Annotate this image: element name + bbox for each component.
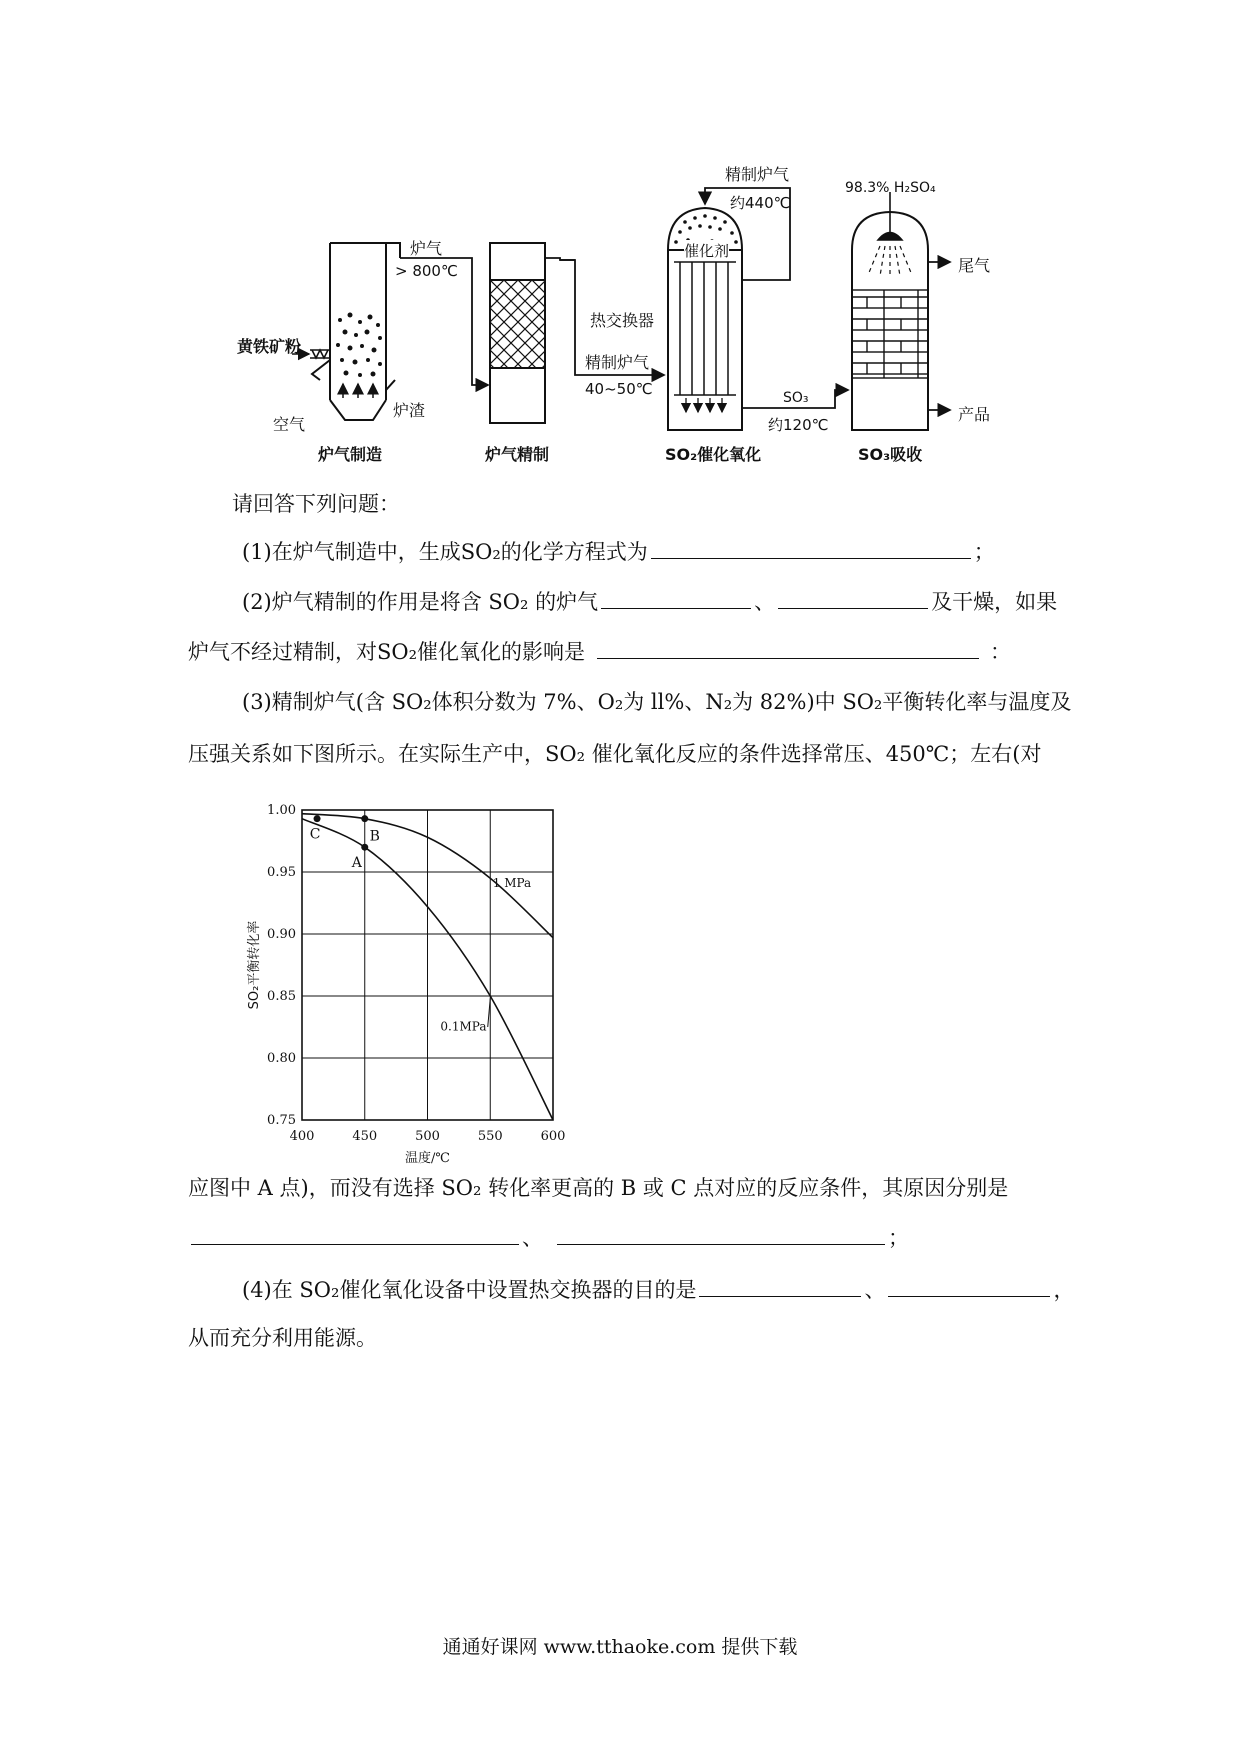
- q4-answer-blank-1[interactable]: [699, 1274, 861, 1297]
- footer: 通通好课网 www.tthaoke.com 提供下载: [442, 1636, 798, 1658]
- converter-flow-arrows: [686, 398, 722, 412]
- point-label-b: B: [369, 828, 380, 845]
- y-tick-label: 0.95: [267, 865, 296, 880]
- stage-caption-3: SO₂催化氧化: [665, 445, 762, 464]
- label-heat-exchanger: 热交换器: [590, 311, 655, 330]
- question-3-line1: (3)精制炉气(含 SO₂体积分数为 7%、O₂为 ll%、N₂为 82%)中 SO₂平衡转化率与温度及: [242, 690, 1072, 714]
- label-top-temp: 约440℃: [730, 194, 791, 212]
- label-air: 空气: [273, 415, 306, 434]
- air-flow-arrows: [343, 384, 373, 398]
- point-b: [361, 815, 368, 822]
- label-tail-gas: 尾气: [958, 256, 991, 275]
- label-slag: 炉渣: [393, 401, 426, 420]
- question-3-line3: 应图中 A 点)，而没有选择 SO₂ 转化率更高的 B 或 C 点对应的反应条件，其原因分别是: [188, 1176, 1009, 1200]
- question-4-line2: 从而充分利用能源。: [188, 1326, 377, 1350]
- point-label-a: A: [351, 855, 362, 872]
- pyrite-bed: [336, 313, 382, 378]
- question-3-line2: 压强关系如下图所示。在实际生产中，SO₂ 催化氧化反应的条件选择常压、450℃；左右(对: [188, 742, 1042, 766]
- q4-end: ，: [1053, 1278, 1075, 1302]
- series-label-1mpa: 1 MPa: [492, 875, 532, 890]
- q2-end: ：: [990, 640, 1012, 664]
- x-axis-label: 温度/℃: [405, 1151, 450, 1166]
- question-2-line1: [242, 586, 1057, 618]
- packing-bricks: [852, 290, 928, 378]
- q4-answer-blank-2[interactable]: [888, 1274, 1050, 1297]
- label-gas1: 炉气: [410, 239, 443, 258]
- q2-text-c: 及干燥，如果: [931, 590, 1058, 614]
- label-top-gas: 精制炉气: [725, 165, 790, 184]
- q3-end: ；: [888, 1226, 909, 1250]
- label-gas1-temp: > 800℃: [395, 262, 458, 280]
- label-refined-gas: 精制炉气: [585, 353, 650, 372]
- y-tick-label: 0.80: [267, 1051, 296, 1066]
- label-catalyst: 催化剂: [684, 242, 730, 260]
- q2-text-a: (2)炉气精制的作用是将含 SO₂ 的炉气: [242, 590, 599, 614]
- conversion-chart: [230, 795, 590, 1175]
- label-pyrite: 黄铁矿粉: [237, 337, 302, 356]
- point-a: [361, 844, 368, 851]
- question-2-line2: [188, 636, 1011, 668]
- q4-sep: 、: [864, 1278, 886, 1302]
- point-label-c: C: [309, 826, 321, 843]
- q2-answer-blank-2[interactable]: [778, 586, 928, 609]
- q1-end: ；: [973, 540, 995, 564]
- q2-text-line2: 炉气不经过精制，对SO₂催化氧化的影响是: [188, 640, 586, 664]
- label-product: 产品: [958, 405, 991, 424]
- q1-answer-blank[interactable]: [651, 536, 971, 559]
- stage-caption-4: SO₃吸收: [858, 445, 923, 464]
- stage-caption-1: 炉气制造: [318, 445, 383, 464]
- question-1: [242, 536, 995, 568]
- intro: 请回答下列问题：: [232, 492, 400, 516]
- sprayer: [868, 192, 912, 276]
- y-tick-label: 0.90: [267, 927, 296, 942]
- question-4-line1: [242, 1274, 1074, 1306]
- label-refined-temp: 40~50℃: [585, 380, 653, 398]
- q3-answer-blank-1[interactable]: [191, 1222, 519, 1245]
- y-tick-label: 0.85: [267, 989, 296, 1004]
- stage-caption-2: 炉气精制: [485, 445, 550, 464]
- q2-answer-blank-3[interactable]: [597, 636, 979, 659]
- x-tick-label: 400: [289, 1129, 315, 1144]
- q4-text: (4)在 SO₂催化氧化设备中设置热交换器的目的是: [242, 1278, 697, 1302]
- q2-answer-blank-1[interactable]: [601, 586, 751, 609]
- series-label-0-1mpa: 0.1MPa: [440, 1019, 487, 1034]
- x-tick-label: 450: [352, 1129, 378, 1144]
- q2-sep: 、: [754, 590, 776, 614]
- slag-outlet: [386, 380, 395, 390]
- q3-sep: 、: [522, 1226, 543, 1250]
- question-3-line4: [188, 1222, 909, 1254]
- q1-text: (1)在炉气制造中，生成SO₂的化学方程式为: [242, 540, 648, 564]
- x-tick-label: 500: [415, 1129, 440, 1144]
- q3-answer-blank-2[interactable]: [557, 1222, 885, 1245]
- label-so3: SO₃: [783, 390, 809, 406]
- label-so3-temp: 约120℃: [768, 416, 829, 434]
- x-tick-label: 600: [540, 1129, 566, 1144]
- absorber-outlets: [928, 262, 950, 410]
- y-tick-label: 0.75: [267, 1113, 296, 1128]
- label-acid: 98.3% H₂SO₄: [845, 180, 936, 196]
- furnace: [312, 243, 400, 420]
- refiner: [490, 243, 575, 423]
- point-c: [314, 815, 321, 822]
- x-tick-label: 550: [477, 1129, 503, 1144]
- y-axis-label: SO₂平衡转化率: [247, 920, 262, 1010]
- y-tick-label: 1.00: [267, 803, 296, 818]
